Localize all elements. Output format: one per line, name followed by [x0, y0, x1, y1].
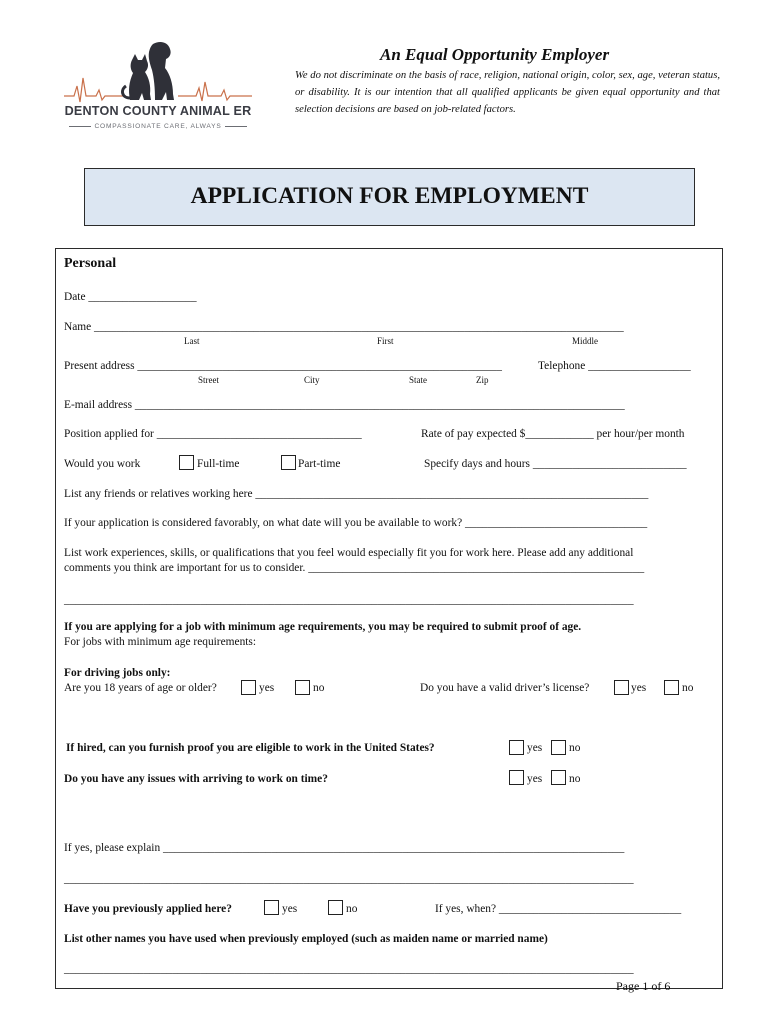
eligible-yes-label: yes	[527, 742, 543, 754]
age18-no-label: no	[313, 682, 325, 694]
pet-heartbeat-icon	[56, 38, 256, 136]
arriving-yes-label: yes	[527, 773, 543, 785]
license-question: Do you have a valid driver’s license?	[420, 682, 590, 694]
arriving-no-label: no	[569, 773, 581, 785]
eoe-statement: We do not discriminate on the basis of race, religion, national origin, color, sex, age, veteran status, or disability. It is our intention that all qualified applicants be given equal opportunity and that selection decisions are based on job-related factors.	[295, 70, 720, 115]
date-field[interactable]: Date ___________________	[64, 291, 197, 303]
title-banner	[84, 168, 695, 226]
logo-tagline: COMPASSIONATE CARE, ALWAYS	[63, 123, 253, 130]
address-field[interactable]: Present address ________________________________________________________________	[64, 360, 502, 372]
fulltime-label: Full-time	[197, 458, 240, 470]
age-notice: If you are applying for a job with minimum age requirements, you may be required to submit proof of age.	[64, 621, 582, 633]
license-no-checkbox[interactable]	[664, 680, 679, 695]
explain-field-line2[interactable]: ____________________________________________________________________________________________________	[64, 873, 634, 885]
previously-yes-checkbox[interactable]	[264, 900, 279, 915]
driving-heading: For driving jobs only:	[64, 667, 171, 679]
address-sub-zip: Zip	[476, 375, 489, 385]
available-date-field[interactable]: If your application is considered favorably, on what date will you be available to work? ________________________________	[64, 517, 648, 529]
age18-no-checkbox[interactable]	[295, 680, 310, 695]
arriving-no-checkbox[interactable]	[551, 770, 566, 785]
would-work-label: Would you work	[64, 458, 141, 470]
telephone-field[interactable]: Telephone __________________	[538, 360, 691, 372]
fulltime-checkbox[interactable]	[179, 455, 194, 470]
explain-field[interactable]: If yes, please explain _________________________________________________________________________________	[64, 842, 625, 854]
other-names-prompt: List other names you have used when previously employed (such as maiden name or married name)	[64, 933, 548, 945]
clinic-logo	[56, 38, 256, 136]
arriving-question: Do you have any issues with arriving to work on time?	[64, 773, 328, 785]
age18-yes-label: yes	[259, 682, 275, 694]
license-yes-label: yes	[631, 682, 647, 694]
eligible-no-checkbox[interactable]	[551, 740, 566, 755]
parttime-checkbox[interactable]	[281, 455, 296, 470]
position-field[interactable]: Position applied for ____________________________________	[64, 428, 362, 440]
license-no-label: no	[682, 682, 694, 694]
eligible-no-label: no	[569, 742, 581, 754]
experience-prompt: List work experiences, skills, or qualifications that you feel would especially fit you for work here. Please add any additional	[64, 547, 634, 559]
previously-no-checkbox[interactable]	[328, 900, 343, 915]
previously-when-field[interactable]: If yes, when? ________________________________	[435, 903, 682, 915]
age18-question: Are you 18 years of age or older?	[64, 682, 217, 694]
other-names-field[interactable]: ____________________________________________________________________________________________________	[64, 963, 634, 975]
logo-name: DENTON COUNTY ANIMAL ER	[64, 104, 252, 118]
age18-yes-checkbox[interactable]	[241, 680, 256, 695]
eligible-question: If hired, can you furnish proof you are eligible to work in the United States?	[66, 742, 435, 754]
name-sub-last: Last	[184, 336, 200, 346]
address-sub-street: Street	[198, 375, 219, 385]
name-sub-first: First	[377, 336, 394, 346]
days-hours-field[interactable]: Specify days and hours ___________________________	[424, 458, 687, 470]
eligible-yes-checkbox[interactable]	[509, 740, 524, 755]
friends-field[interactable]: List any friends or relatives working here _____________________________________________________________________	[64, 488, 649, 500]
rate-field[interactable]: Rate of pay expected $____________ per hour/per month	[421, 428, 685, 440]
email-field[interactable]: E-mail address ______________________________________________________________________________________	[64, 399, 625, 411]
page-title: APPLICATION FOR EMPLOYMENT	[190, 183, 589, 209]
address-sub-city: City	[304, 375, 320, 385]
experience-field-line2[interactable]: ____________________________________________________________________________________________________	[64, 594, 634, 606]
license-yes-checkbox[interactable]	[614, 680, 629, 695]
experience-field[interactable]: comments you think are important for us to consider. ___________________________________________________________	[64, 562, 645, 574]
page-number: Page 1 of 6	[616, 979, 671, 993]
name-sub-middle: Middle	[572, 336, 598, 346]
previously-no-label: no	[346, 903, 358, 915]
previously-yes-label: yes	[282, 903, 298, 915]
age-subtext: For jobs with minimum age requirements:	[64, 636, 257, 648]
section-heading-personal: Personal	[64, 256, 117, 271]
address-sub-state: State	[409, 375, 427, 385]
arriving-yes-checkbox[interactable]	[509, 770, 524, 785]
parttime-label: Part-time	[298, 458, 341, 470]
eoe-title: An Equal Opportunity Employer	[380, 45, 610, 64]
previously-applied-question: Have you previously applied here?	[64, 903, 232, 915]
name-field[interactable]: Name _____________________________________________________________________________________________	[64, 321, 624, 333]
